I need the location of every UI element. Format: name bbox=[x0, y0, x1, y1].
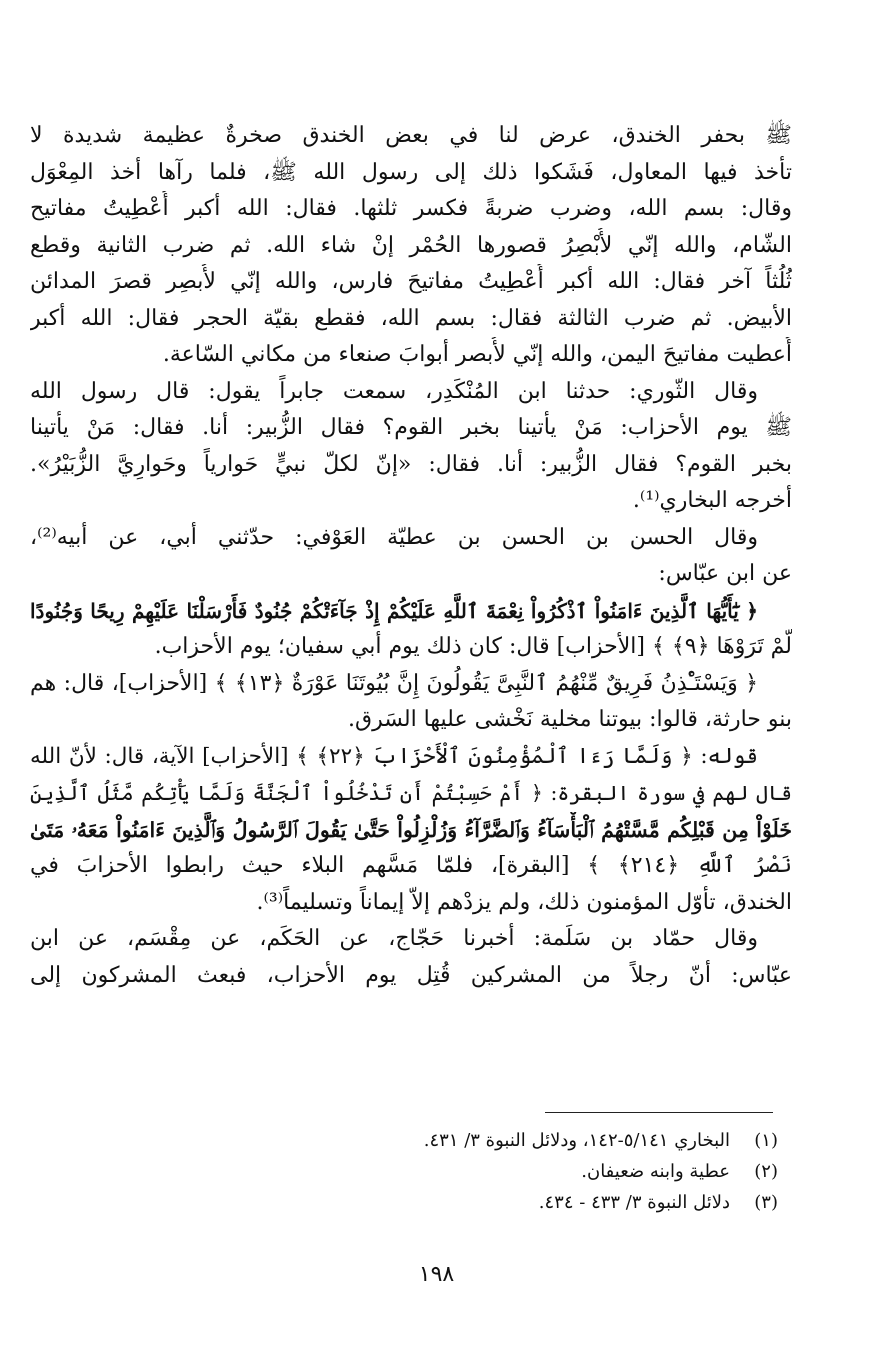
footnote-number: (٣) bbox=[754, 1192, 778, 1213]
text-line: ﷺ يوم الأحزاب: مَنْ يأتينا بخبر القوم؟ فقال الزُّبير: أنا. فقال: مَنْ يأتينا bbox=[30, 415, 792, 440]
text-line: وقال الثّوري: حدثنا ابن المُنْكَدِر، سمعت جابراً يقول: قال رسول الله bbox=[30, 378, 758, 404]
text-line: نَصْرُ ٱللَّهِ ﴿٢١٤﴾ ﴾ [البقرة]، فلمّا مَسَّهم البلاء حيث رابطوا الأحزابَ في bbox=[30, 853, 792, 878]
text-line: لَّمْ تَرَوْهَا ﴿٩﴾ ﴾ [الأحزاب] قال: كان ذلك يوم أبي سفيان؛ يوم الأحزاب. bbox=[154, 634, 792, 659]
text-line: خَلَوْاْ مِن قَبْلِكُم مَّسَّتْهُمُ ٱلْبَأْسَآءُ وَٱلضَّرَّآءُ وَزُلْزِلُواْ حَتَّىٰ يَقُولَ ٱلرَّسُولُ وَٱلَّذِينَ ءَامَنُواْ مَعَهُۥ مَتَىٰ bbox=[30, 817, 792, 842]
footnote-text: البخاري ٥/١٤١-١٤٢، ودلائل النبوة ٣/ ٤٣١. bbox=[423, 1130, 730, 1151]
text-line: عبّاس: أنّ رجلاً من المشركين قُتِل يوم الأحزاب، فبعث المشركون إلى bbox=[30, 962, 792, 988]
text-line: وقال: بسم الله، وضرب ضربةً فكسر ثلثها. فقال: الله أكبر أُعْطِيتُ مفاتيح bbox=[30, 196, 792, 221]
text-line: ﷺ بحفر الخندق، عرض لنا في بعض الخندق صخرةٌ عظيمة شديدة لا bbox=[30, 123, 792, 148]
footnotes bbox=[78, 1125, 778, 1218]
footnote bbox=[78, 1187, 778, 1218]
text-line: الخندق، تأوّل المؤمنون ذلك، ولم يزدْهم إلاّ إيماناً وتسليماً⁽³⁾. bbox=[256, 889, 792, 915]
text-line: ﴿ وَيَسْتَـْٔذِنُ فَرِيقٌ مِّنْهُمُ ٱلنَّبِىَّ يَقُولُونَ إِنَّ بُيُوتَنَا عَوْرَةٌ ﴿١٣﴾ ﴾ [الأحزاب]، قال: هم bbox=[30, 670, 758, 696]
page-number: ١٩٨ bbox=[418, 1262, 455, 1287]
text-line: بنو حارثة، قالوا: بيوتنا مخلية نَخْشى عليها السَرق. bbox=[348, 707, 792, 732]
text-line: ﴿ يَٰٓأَيُّهَا ٱلَّذِينَ ءَامَنُواْ ٱذْكُرُواْ نِعْمَةَ ٱللَّهِ عَلَيْكُمْ إِذْ جَآءَتْكُمْ جُنُودٌ فَأَرْسَلْنَا عَلَيْهِمْ رِيحًا وَجُنُودًا bbox=[30, 598, 758, 623]
text-line: وقال حمّاد بن سَلَمة: أخبرنا حَجّاج، عن الحَكَم، عن مِقْسَم، عن ابن bbox=[30, 926, 758, 951]
text-line: قوله: ﴿ وَلَمَّا رَءَا ٱلْمُؤْمِنُونَ ٱلْأَحْزَابَ ﴿٢٢﴾ ﴾ [الأحزاب] الآية، قال: لأنّ الله bbox=[30, 743, 758, 769]
text-line: قال لهم في سورة البقرة: ﴿ أَمْ حَسِبْتُمْ أَن تَدْخُلُواْ ٱلْجَنَّةَ وَلَمَّا يَأْتِكُم مَّثَلُ ٱلَّذِينَ bbox=[30, 781, 792, 805]
text-line: تأخذ فيها المعاول، فَشَكوا ذلك إلى رسول الله ﷺ، فلما رآها أخذ المِعْوَل bbox=[30, 159, 792, 185]
footnote bbox=[78, 1156, 778, 1187]
text-line: عن ابن عبّاس: bbox=[658, 561, 792, 586]
footnote-text: دلائل النبوة ٣/ ٤٣٣ - ٤٣٤. bbox=[538, 1192, 730, 1213]
text-line: الأبيض. ثم ضرب الثالثة فقال: بسم الله، فقطع بقيّة الحجر فقال: الله أكبر bbox=[30, 305, 792, 331]
text-line: بخبر القوم؟ فقال الزُّبير: أنا. فقال: «إنّ لكلّ نبيٍّ حَوارياً وحَوارِيَّ الزُّبَيْرُ». bbox=[30, 451, 792, 477]
footnote-divider bbox=[545, 1112, 773, 1113]
text-line: وقال الحسن بن الحسن بن عطيّة العَوْفي: حدّثني أبي، عن أبيه⁽²⁾، bbox=[30, 524, 758, 550]
footnote-text: عطية وابنه ضعيفان. bbox=[581, 1161, 730, 1182]
footnote-number: (١) bbox=[754, 1130, 778, 1151]
footnote bbox=[78, 1125, 778, 1156]
footnote-number: (٢) bbox=[754, 1161, 778, 1182]
text-line: أُعطيت مفاتيحَ اليمن، والله إنّي لأُبصر أبوابَ صنعاء من مكاني السّاعة. bbox=[162, 342, 792, 367]
text-line: أخرجه البخاري⁽¹⁾. bbox=[632, 488, 792, 513]
text-line: ثُلُثاً آخر فقال: الله أكبر أُعْطِيتُ مفاتيحَ فارس، والله إنّي لأُبصِر قصرَ المدائن bbox=[30, 269, 792, 294]
main-text bbox=[30, 118, 792, 994]
text-line: الشّام، والله إنّي لأُبْصِرُ قصورها الحُمْر إنْ شاء الله. ثم ضرب الثانية وقطع bbox=[30, 232, 792, 258]
